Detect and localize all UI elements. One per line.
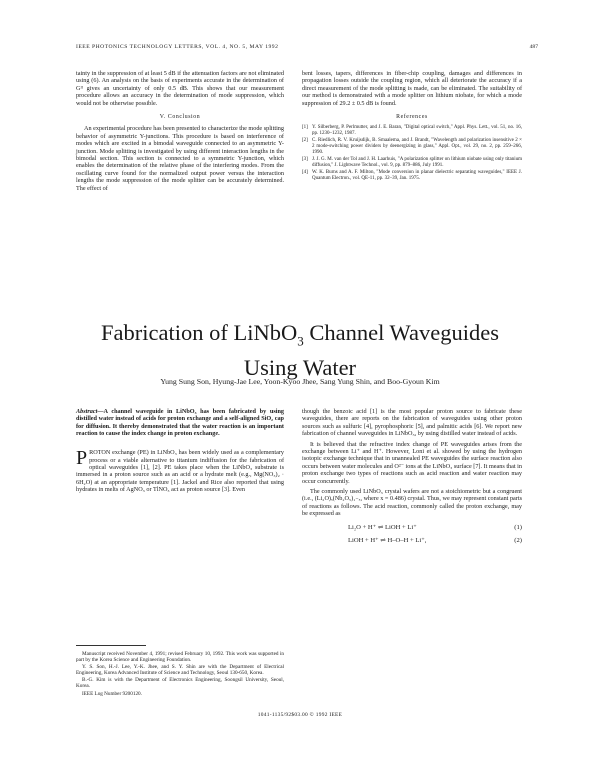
conclusion-heading: V. Conclusion — [159, 114, 201, 121]
body-paragraph: though the benzoic acid [1] is the most popular proton source to fabricate these waveguides, there are reports on the fabrication of waveguides using other proton sources such as sulfuric [4], pyrophosphoric [5], and palmitic acids [6]. We report new fabrication of channel waveguides in LiNbO₃, by using distilled water instead of acids. — [302, 408, 522, 438]
references-list — [302, 125, 522, 181]
article-title: Fabrication of LiNbO$_3$ Channel Waveguides Using Water — [101, 320, 499, 380]
footnotes — [76, 651, 284, 698]
abstract — [76, 408, 284, 437]
references-heading: References — [396, 114, 428, 121]
conclusion-paragraph: An experimental procedure has been presented to characterize the mode splitting behavior of asymmetric Y-junctions. This procedure is based on interference of modes which are excited in a bimodal waveguide connected to an asymmetric Y-junction. Mode splitting is investigated by using different interaction lengths in the bimodal section. This section is connected to a symmetric Y-junction, which enables the determination of the relative phase of the interfering modes. From the oscillating curve found for the normalized output power versus the interaction lengths the mode suppression of the mode splitter can be accurately determined. The effect of — [76, 125, 284, 192]
article-left-column — [76, 408, 284, 494]
reference-item: [2] C. Riedlich, R. V. Kruijsdijk, B. Smaalema, and J. Brandt, "Wavelength and polarization insensitive 2 × 2 mode-switching power dividers by deenergizing in glass," Appl. Opt., vol. 29, no. 2, pp. 259–266, 1990. — [302, 138, 522, 156]
footnote-rule — [76, 645, 146, 646]
body-paragraph: It is believed that the refractive index change of PE waveguides arises from the exchange between Li⁺ and H⁺. However, Loni et al. showed by using the hydrogen isotopic exchange technique that in unannealed PE waveguides the surface reaction also occurs between water molecules and O²⁻ ions at the LiNbO₃ surface [7]. It means that in proton exchange two types of reactions such as acid reaction and water reaction may occur concurrently. — [302, 440, 522, 485]
reference-item: [1] Y. Silberberg, P. Perlmutter, and J. E. Baran, "Digital optical switch," Appl. Phys. Lett., vol. 51, no. 16, pp. 1230–1232, 1987. — [302, 125, 522, 137]
reference-item: [4] W. K. Burns and A. F. Milton, "Mode conversion in planar dielectric separating waveguides," IEEE J. Quantum Electron., vol. QE-11, pp. 32–39, Jan. 1975. — [302, 169, 522, 181]
prev-article-right-column — [302, 70, 522, 183]
copyright-line: 1041-1135/92$03.00 © 1992 IEEE — [257, 712, 343, 718]
author-list: Yung Sung Son, Hyung-Jae Lee, Yoon-Kyoo Jhee, Sang Yung Shin, and Boo-Gyoun Kim — [160, 377, 440, 386]
article-right-column — [302, 408, 522, 549]
reference-item: [3] J. J. G. M. van der Tol and J. H. Laarhuis, "A polarization splitter on lithium niobate using only titanium diffusion," J. Lightwave Technol., vol. 9, pp. 879–886, July 1991. — [302, 156, 522, 168]
prev-paragraph: tainty in the suppression of at least 5 dB if the attenuation factors are not eliminated using (6). An analysis on the basis of experiments accurate in the determination of Gᴵᴵ gives an uncertainty of only 0.5 dB. This shows that our measurement procedure allows an accuracy in the determination of mode suppression, which would not be otherwise possible. — [76, 70, 284, 107]
closing-paragraph: bent losses, tapers, differences in fiber-chip coupling, damages and differences in propagation losses outside the coupling region, which all deteriorate the accuracy if a direct measurement of the mode splitting is made, can be eliminated. The suitability of our method is demonstrated with a mode splitter on lithium niobate, for which a mode suppression of 29.2 ± 0.5 dB is found. — [302, 70, 522, 107]
intro-paragraph: PROTON exchange (PE) in LiNbO₃ has been widely used as a complementary process or a viable alternative to titanium indiffusion for the fabrication of optical waveguides [1], [2]. PE takes place when the LiNbO₃ substrate is immersed in a proton source such as an acid or a hydrate melt (e.g., Mg(NO₃)₂ · 6H₂O) at an appropriate temperature [1]. Jackel and Rice also reported that using hydrates in melts of AgNO₃ or TlNO₃ act as proton source [3]. Even — [76, 447, 284, 494]
journal-header: IEEE PHOTONICS TECHNOLOGY LETTERS, VOL. 4, NO. 5, MAY 1992 — [76, 44, 279, 50]
footnote-item: IEEE Log Number 9200120. — [82, 690, 142, 697]
prev-article-left-column — [76, 70, 284, 192]
abstract-text: A channel waveguide in LiNbO₃ has been fabricated by using distilled water instead of acids for proton exchange and a self-aligned SiO₂ cap for diffusion. It thereby demonstrated that the water reaction is an important reaction to cause the index change in proton exchange. — [76, 408, 284, 437]
page-number: 487 — [529, 44, 538, 50]
drop-cap: P — [76, 447, 88, 470]
footnote-item: B.-G. Kim is with the Department of Electronics Engineering, Soongsil University, Seoul, Korea. — [76, 677, 284, 690]
footnote-item: Manuscript received November 4, 1991; revised February 10, 1992. This work was supported in part by the Korea Science and Engineering Foundation. — [76, 651, 284, 664]
footnote-item: Y. S. Son, H.-J. Lee, Y.-K. Jhee, and S. Y. Shin are with the Department of Electrical Engineering, Korea Advanced Institute of Science and Technology, Seoul 130-650, Korea. — [76, 664, 284, 677]
equation-2: LiOH + H⁺ ⇌ H–O–H + Li⁺, (2) — [348, 537, 522, 545]
body-paragraph: The commonly used LiNbO₃ crystal wafers are not a stoichiometric but a congruent (i.e., (Li₂O)ₓ(Nb₂O₅)₁₋ₓ, where x = 0.486) crystal. Thus, we may represent constant parts of reactions as follows. The acid reaction, commonly called the proton exchange, may be expressed as — [302, 488, 522, 518]
abstract-label: Abstract— — [76, 408, 104, 415]
equation-1: Li₂O + H⁺ ⇌ LiOH + Li⁺ (1) — [348, 523, 522, 531]
